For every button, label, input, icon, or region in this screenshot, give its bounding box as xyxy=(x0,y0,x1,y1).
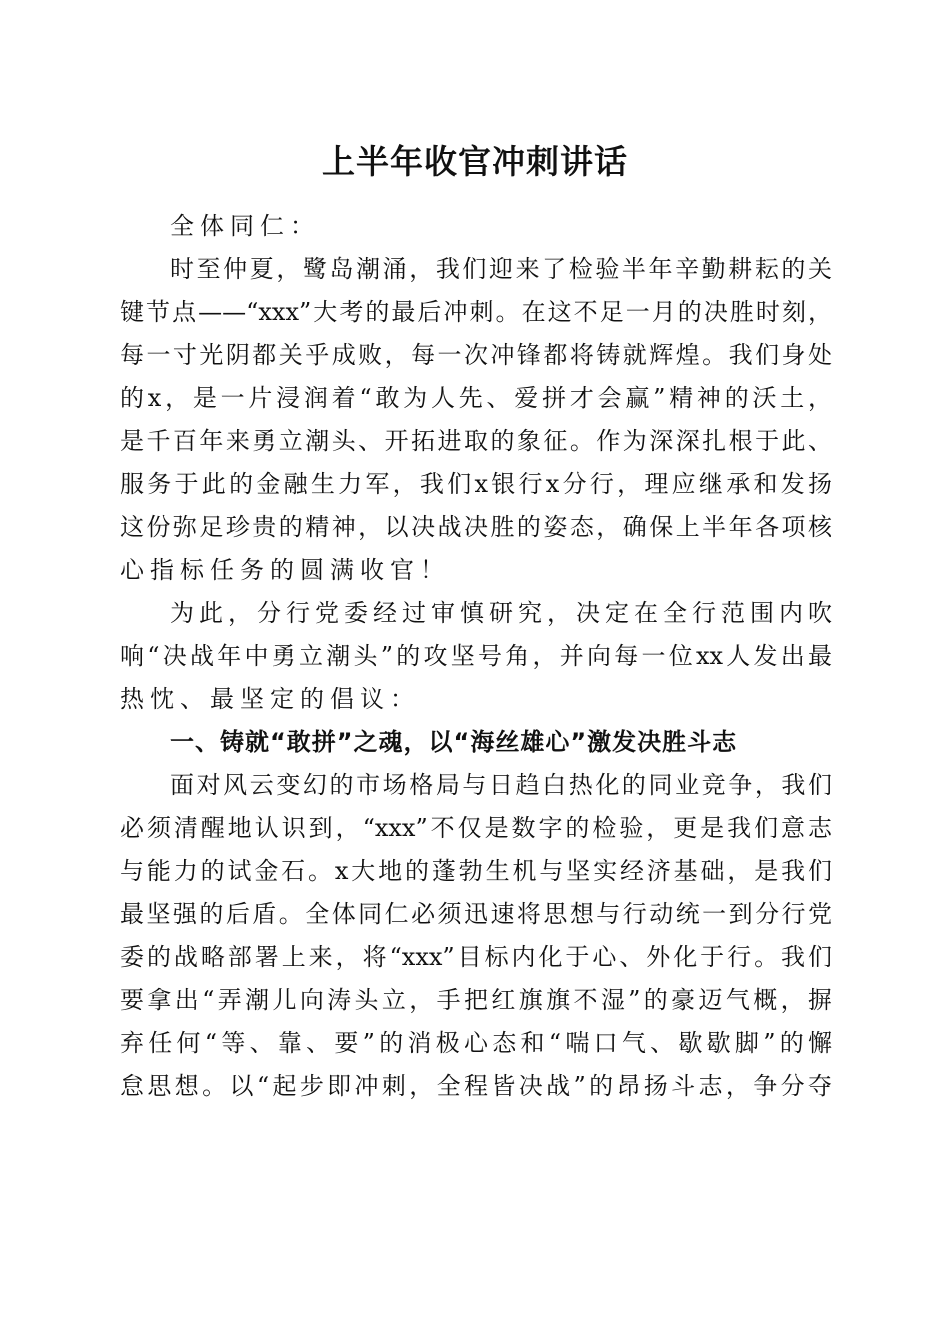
paragraph-line: 委的战略部署上来，将“xxx”目标内化于心、外化于行。我们 xyxy=(120,943,832,971)
paragraph-line: 与能力的试金石。x大地的蓬勃生机与坚实经济基础，是我们 xyxy=(120,857,832,885)
paragraph-line: 时至仲夏，鹭岛潮涌，我们迎来了检验半年辛勤耕耘的关 xyxy=(170,255,832,283)
paragraph-line: 为此，分行党委经过审慎研究，决定在全行范围内吹 xyxy=(170,599,832,627)
paragraph-line: 的x，是一片浸润着“敢为人先、爱拼才会赢”精神的沃土， xyxy=(120,384,832,412)
paragraph-line: 响“决战年中勇立潮头”的攻坚号角，并向每一位xx人发出最 xyxy=(120,642,832,670)
paragraph-line: 面对风云变幻的市场格局与日趋白热化的同业竞争，我们 xyxy=(170,771,832,799)
paragraph-line: 必须清醒地认识到，“xxx”不仅是数字的检验，更是我们意志 xyxy=(120,814,832,842)
paragraph-line: 热忱、最坚定的倡议： xyxy=(120,685,420,713)
document-title: 上半年收官冲刺讲话 xyxy=(322,142,628,181)
document-body xyxy=(120,205,832,1108)
paragraph-line: 要拿出“弄潮儿向涛头立，手把红旗旗不湿”的豪迈气概，摒 xyxy=(120,986,832,1014)
paragraph-line: 是千百年来勇立潮头、开拓进取的象征。作为深深扎根于此、 xyxy=(120,427,832,455)
paragraph-line: 这份弥足珍贵的精神，以决战决胜的姿态，确保上半年各项核 xyxy=(120,513,832,541)
paragraph-line: 键节点——“xxx”大考的最后冲刺。在这不足一月的决胜时刻， xyxy=(120,298,832,326)
paragraph-line: 服务于此的金融生力军，我们x银行x分行，理应继承和发扬 xyxy=(120,470,832,498)
section-heading: 一、铸就“敢拼”之魂，以“海丝雄心”激发决胜斗志 xyxy=(170,728,738,756)
paragraph-line: 弃任何“等、靠、要”的消极心态和“喘口气、歇歇脚”的懈 xyxy=(120,1029,832,1057)
salutation: 全体同仁： xyxy=(170,212,320,240)
paragraph-line: 每一寸光阴都关乎成败，每一次冲锋都将铸就辉煌。我们身处 xyxy=(120,341,832,369)
paragraph-line: 心指标任务的圆满收官！ xyxy=(120,556,450,584)
paragraph-line: 怠思想。以“起步即冲刺，全程皆决战”的昂扬斗志，争分夺 xyxy=(120,1072,832,1100)
paragraph-line: 最坚强的后盾。全体同仁必须迅速将思想与行动统一到分行党 xyxy=(120,900,832,928)
